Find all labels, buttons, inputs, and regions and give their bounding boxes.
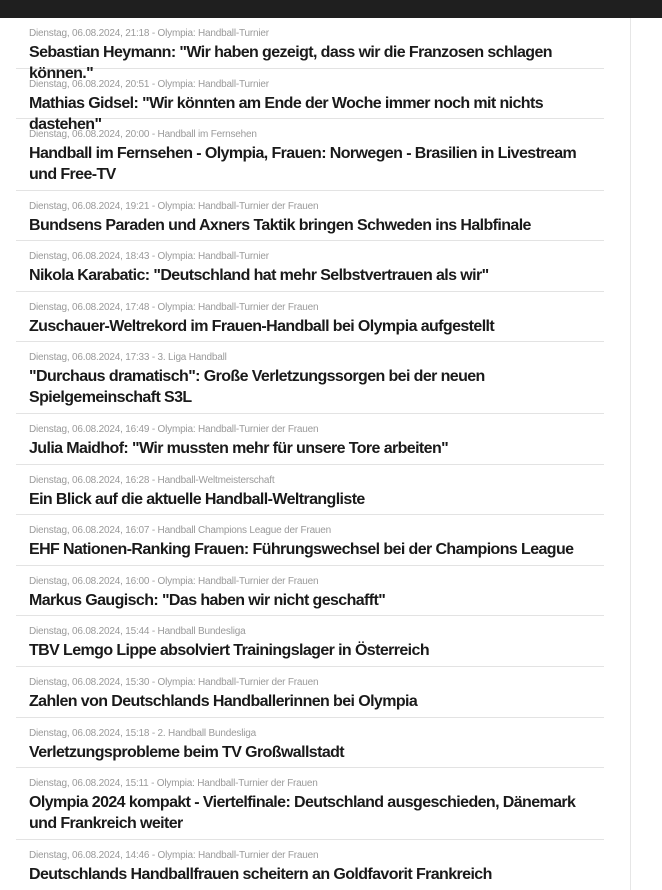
news-item[interactable]: [16, 616, 604, 667]
news-item[interactable]: [16, 191, 604, 242]
news-item-meta: Dienstag, 06.08.2024, 17:33 - 3. Liga Handball: [29, 352, 227, 364]
news-item-meta: Dienstag, 06.08.2024, 20:00 - Handball im Fernsehen: [29, 129, 257, 141]
news-item-headline[interactable]: Bundsens Paraden und Axners Taktik bringen Schweden ins Halbfinale: [29, 216, 531, 234]
news-item-headline[interactable]: Julia Maidhof: "Wir mussten mehr für unsere Tore arbeiten": [29, 439, 449, 457]
news-item-meta: Dienstag, 06.08.2024, 15:44 - Handball Bundesliga: [29, 626, 246, 638]
news-item[interactable]: [16, 840, 604, 890]
news-item-headline[interactable]: Mathias Gidsel: "Wir könnten am Ende der Woche immer noch mit nichts dastehen": [29, 94, 543, 133]
news-item-headline[interactable]: Handball im Fernsehen - Olympia, Frauen: Norwegen - Brasilien in Livestream und Free-TV: [29, 145, 577, 184]
news-item-headline[interactable]: Verletzungsprobleme beim TV Großwallstadt: [29, 743, 345, 761]
news-item[interactable]: [16, 566, 604, 617]
news-item-meta: Dienstag, 06.08.2024, 15:30 - Olympia: Handball-Turnier der Frauen: [29, 676, 319, 688]
news-item[interactable]: [16, 69, 604, 133]
news-item-meta: Dienstag, 06.08.2024, 21:18 - Olympia: Handball-Turnier: [29, 28, 269, 39]
news-item-headline[interactable]: Zahlen von Deutschlands Handballerinnen bei Olympia: [29, 692, 418, 710]
news-item-headline[interactable]: Nikola Karabatic: "Deutschland hat mehr Selbstvertrauen als wir": [29, 267, 489, 285]
news-item[interactable]: [16, 465, 604, 516]
news-item[interactable]: [16, 292, 604, 343]
news-item[interactable]: [16, 768, 604, 840]
news-item-meta: Dienstag, 06.08.2024, 19:21 - Olympia: Handball-Turnier der Frauen: [29, 200, 319, 212]
news-item[interactable]: [16, 667, 604, 718]
news-item-meta: Dienstag, 06.08.2024, 16:00 - Olympia: Handball-Turnier der Frauen: [29, 575, 319, 587]
news-item-meta: Dienstag, 06.08.2024, 14:46 - Olympia: Handball-Turnier der Frauen: [29, 849, 319, 861]
news-item-headline[interactable]: Ein Blick auf die aktuelle Handball-Weltrangliste: [29, 490, 365, 508]
news-item-headline[interactable]: Sebastian Heymann: "Wir haben gezeigt, dass wir die Franzosen schlagen können.": [29, 44, 552, 82]
news-item[interactable]: [16, 414, 604, 465]
news-item-headline[interactable]: Zuschauer-Weltrekord im Frauen-Handball bei Olympia aufgestellt: [29, 317, 495, 335]
news-item-meta: Dienstag, 06.08.2024, 20:51 - Olympia: Handball-Turnier: [29, 78, 269, 90]
news-item[interactable]: [16, 18, 604, 82]
news-item[interactable]: [16, 718, 604, 769]
news-item-headline[interactable]: Deutschlands Handballfrauen scheitern an Goldfavorit Frankreich: [29, 865, 492, 883]
news-item[interactable]: [16, 119, 604, 191]
news-item-meta: Dienstag, 06.08.2024, 16:07 - Handball Champions League der Frauen: [29, 525, 332, 537]
news-item-headline[interactable]: Olympia 2024 kompakt - Viertelfinale: Deutschland ausgeschieden, Dänemark und Frankreich weiter: [29, 794, 576, 833]
news-item-meta: Dienstag, 06.08.2024, 15:11 - Olympia: Handball-Turnier der Frauen: [29, 778, 318, 790]
news-item-meta: Dienstag, 06.08.2024, 17:48 - Olympia: Handball-Turnier der Frauen: [29, 301, 319, 313]
news-item-meta: Dienstag, 06.08.2024, 16:28 - Handball-Weltmeisterschaft: [29, 474, 275, 486]
news-list: [16, 18, 604, 890]
news-item-headline[interactable]: Markus Gaugisch: "Das haben wir nicht geschafft": [29, 591, 386, 609]
news-item[interactable]: [16, 342, 604, 414]
news-item[interactable]: [16, 515, 604, 566]
news-item-meta: Dienstag, 06.08.2024, 16:49 - Olympia: Handball-Turnier der Frauen: [29, 423, 319, 435]
news-item-meta: Dienstag, 06.08.2024, 15:18 - 2. Handball Bundesliga: [29, 727, 256, 739]
top-navigation-bar: [0, 0, 662, 18]
news-item-headline[interactable]: EHF Nationen-Ranking Frauen: Führungswechsel bei der Champions League: [29, 541, 574, 559]
news-item[interactable]: [16, 241, 604, 292]
right-sidebar: [630, 18, 662, 890]
news-item-headline[interactable]: "Durchaus dramatisch": Große Verletzungssorgen bei der neuen Spielgemeinschaft S3L: [29, 368, 485, 407]
news-item-meta: Dienstag, 06.08.2024, 18:43 - Olympia: Handball-Turnier: [29, 251, 269, 263]
news-item-headline[interactable]: TBV Lemgo Lippe absolviert Trainingslager in Österreich: [29, 642, 429, 660]
